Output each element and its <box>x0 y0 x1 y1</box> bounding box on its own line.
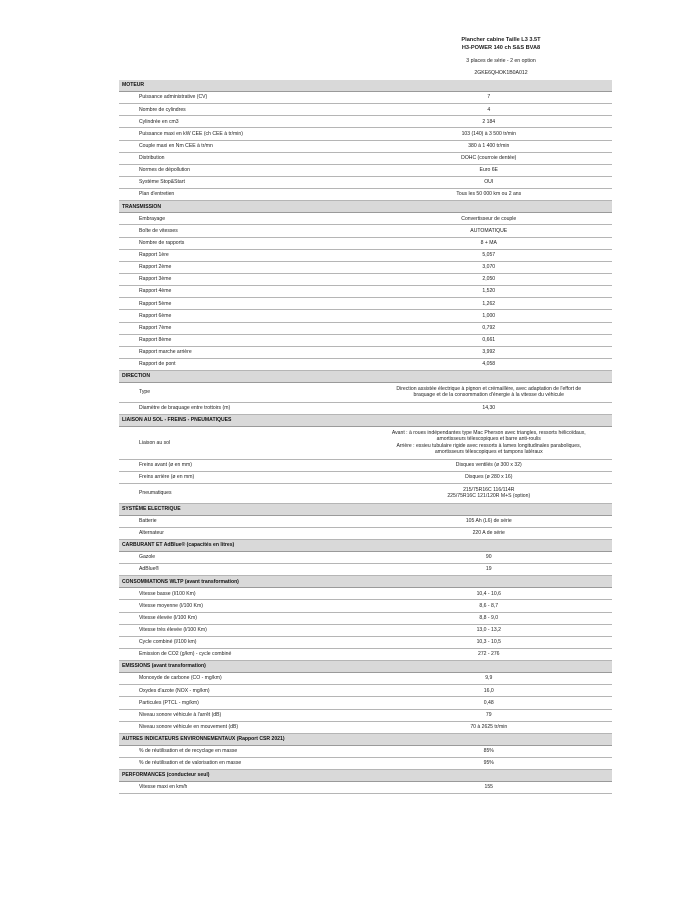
spec-label: Particules (PTCL - mg/km) <box>119 697 366 709</box>
spec-label: Nombre de cylindres <box>119 104 366 116</box>
spec-value-line: Arrière : essieu tubulaire rigide avec ressorts à lames longitudinales paraboliques, <box>396 442 582 449</box>
spec-label: Rapport 3ème <box>119 273 366 285</box>
section-header <box>119 733 612 745</box>
spec-value: 103 (140) à 3 500 tr/min <box>366 128 613 140</box>
spec-row <box>119 648 612 660</box>
spec-row <box>119 636 612 648</box>
spec-row <box>119 261 612 273</box>
spec-value: Tous les 50 000 km ou 2 ans <box>366 189 613 201</box>
spec-label: Niveau sonore véhicule à l'arrêt (dB) <box>119 709 366 721</box>
spec-row <box>119 213 612 225</box>
spec-row <box>119 697 612 709</box>
spec-row <box>119 128 612 140</box>
spec-row <box>119 358 612 370</box>
spec-row <box>119 685 612 697</box>
spec-row <box>119 612 612 624</box>
spec-row <box>119 483 612 503</box>
spec-value: Disques ventilés (ø 300 x 32) <box>366 459 613 471</box>
spec-value: 105 Ah (L6) de série <box>366 515 613 527</box>
spec-value: 3,992 <box>366 346 613 358</box>
spec-label: Emission de CO2 (g/km) - cycle combiné <box>119 648 366 660</box>
model-title-line-2: H3-POWER 140 ch S&S BVA8 <box>461 45 541 51</box>
spec-label: Distribution <box>119 152 366 164</box>
spec-value: 220 A de série <box>366 527 613 539</box>
spec-row <box>119 104 612 116</box>
section-header <box>119 576 612 588</box>
spec-value: 4 <box>366 104 613 116</box>
spec-value: Convertisseur de couple <box>366 213 613 225</box>
spec-row <box>119 249 612 261</box>
spec-value: 1,000 <box>366 310 613 322</box>
spec-row <box>119 427 612 460</box>
spec-row <box>119 624 612 636</box>
spec-value: 1,262 <box>366 298 613 310</box>
spec-label: Type <box>119 383 366 403</box>
spec-table <box>119 80 612 794</box>
spec-label: Pneumatiques <box>119 483 366 503</box>
spec-value: 3,070 <box>366 261 613 273</box>
spec-label: Rapport marche arrière <box>119 346 366 358</box>
spec-label: Système Stop&Start <box>119 176 366 188</box>
spec-label: Cycle combiné (l/100 km) <box>119 636 366 648</box>
version-code: 2GKE6QHOK1B0A012 <box>474 70 528 76</box>
spec-row <box>119 527 612 539</box>
spec-value: 4,058 <box>366 358 613 370</box>
spec-row <box>119 152 612 164</box>
section-header <box>119 415 612 427</box>
spec-row <box>119 164 612 176</box>
spec-value: 2 184 <box>366 116 613 128</box>
section-title: LIAISON AU SOL - FREINS - PNEUMATIQUES <box>119 415 612 427</box>
spec-label: Freins arrière (ø en mm) <box>119 471 366 483</box>
spec-row <box>119 459 612 471</box>
spec-value: 70 à 2625 tr/min <box>366 721 613 733</box>
spec-label: Diamètre de braquage entre trottoirs (m) <box>119 402 366 414</box>
spec-value: 14,30 <box>366 402 613 414</box>
spec-value: 0,792 <box>366 322 613 334</box>
section-header <box>119 661 612 673</box>
spec-label: Vitesse maxi en km/h <box>119 782 366 794</box>
spec-row <box>119 588 612 600</box>
section-header <box>119 770 612 782</box>
spec-row <box>119 757 612 769</box>
section-title: MOTEUR <box>119 80 612 92</box>
spec-label: Rapport 6ème <box>119 310 366 322</box>
spec-value-line: braquage et de la consommation d'énergie à la vitesse du véhicule <box>413 392 564 399</box>
spec-value: 380 à 1 400 tr/min <box>366 140 613 152</box>
section-title: CONSOMMATIONS WLTP (avant transformation) <box>119 576 612 588</box>
spec-value-line: amortisseurs télescopiques et barre anti-roulis <box>436 436 541 443</box>
spec-row <box>119 225 612 237</box>
section-header <box>119 539 612 551</box>
spec-row <box>119 515 612 527</box>
spec-value: 19 <box>366 564 613 576</box>
spec-label: Puissance maxi en kW CEE (ch CEE à tr/min) <box>119 128 366 140</box>
spec-value <box>366 383 613 403</box>
spec-value <box>366 427 613 460</box>
spec-value: 10,4 - 10,6 <box>366 588 613 600</box>
spec-value: 1,520 <box>366 286 613 298</box>
spec-value: 7 <box>366 92 613 104</box>
spec-row <box>119 402 612 414</box>
spec-value-line: Avant : à roues indépendantes type Mac Pherson avec triangles, ressorts hélicoïdaux, <box>391 430 586 437</box>
spec-row <box>119 322 612 334</box>
seats-info: 3 places de série - 2 en option <box>466 58 536 64</box>
spec-label: Couple maxi en Nm CEE à tr/mn <box>119 140 366 152</box>
spec-label: Rapport 4ème <box>119 286 366 298</box>
spec-label: Plan d'entretien <box>119 189 366 201</box>
spec-row <box>119 334 612 346</box>
spec-row <box>119 551 612 563</box>
spec-label: Niveau sonore véhicule en mouvement (dB) <box>119 721 366 733</box>
spec-value: 8,8 - 9,0 <box>366 612 613 624</box>
spec-row <box>119 116 612 128</box>
spec-label: Puissance administrative (CV) <box>119 92 366 104</box>
spec-row <box>119 176 612 188</box>
spec-label: Alternateur <box>119 527 366 539</box>
spec-label: AdBlue® <box>119 564 366 576</box>
spec-value: 13,0 - 13,2 <box>366 624 613 636</box>
spec-label: Gazole <box>119 551 366 563</box>
spec-value: Euro 6E <box>366 164 613 176</box>
spec-value: 272 - 276 <box>366 648 613 660</box>
spec-value: OUI <box>366 176 613 188</box>
spec-label: Liaison au sol <box>119 427 366 460</box>
spec-row <box>119 673 612 685</box>
spec-label: Rapport 8ème <box>119 334 366 346</box>
spec-table-body <box>119 80 612 794</box>
spec-row <box>119 189 612 201</box>
spec-value: AUTOMATIQUE <box>366 225 613 237</box>
spec-label: Normes de dépollution <box>119 164 366 176</box>
spec-row <box>119 564 612 576</box>
spec-value <box>366 483 613 503</box>
section-header <box>119 503 612 515</box>
spec-label: Vitesse moyenne (l/100 Km) <box>119 600 366 612</box>
spec-value: 5,057 <box>366 249 613 261</box>
spec-row <box>119 745 612 757</box>
spec-label: Vitesse très élevée (l/100 Km) <box>119 624 366 636</box>
spec-row <box>119 383 612 403</box>
spec-value-line: 225/75R16C 121/120R M+S (option) <box>447 493 531 500</box>
spec-value: Disques (ø 280 x 16) <box>366 471 613 483</box>
spec-label: % de réutilisation et de valorisation en masse <box>119 757 366 769</box>
spec-label: Rapport de pont <box>119 358 366 370</box>
section-title: AUTRES INDICATEURS ENVIRONNEMENTAUX (Rapport CSR 2021) <box>119 733 612 745</box>
spec-row <box>119 310 612 322</box>
spec-value: 85% <box>366 745 613 757</box>
spec-label: % de réutilisation et de recyclage en masse <box>119 745 366 757</box>
spec-label: Oxydes d'azote (NOX - mg/km) <box>119 685 366 697</box>
spec-label: Rapport 1ère <box>119 249 366 261</box>
spec-value: 2,050 <box>366 273 613 285</box>
section-header <box>119 201 612 213</box>
section-header <box>119 371 612 383</box>
spec-value: 155 <box>366 782 613 794</box>
spec-label: Monoxyde de carbone (CO - mg/km) <box>119 673 366 685</box>
spec-label: Rapport 5ème <box>119 298 366 310</box>
spec-value-line: 215/75R16C 116/114R <box>463 486 515 493</box>
spec-row <box>119 237 612 249</box>
spec-label: Vitesse élevée (l/100 Km) <box>119 612 366 624</box>
spec-value: 0,661 <box>366 334 613 346</box>
spec-row <box>119 721 612 733</box>
spec-row <box>119 298 612 310</box>
spec-value: 79 <box>366 709 613 721</box>
spec-value: DOHC (courroie dentée) <box>366 152 613 164</box>
spec-value: 10,3 - 10,5 <box>366 636 613 648</box>
spec-label: Boîte de vitesses <box>119 225 366 237</box>
spec-row <box>119 346 612 358</box>
spec-value: 8 + MA <box>366 237 613 249</box>
spec-label: Cylindrée en cm3 <box>119 116 366 128</box>
spec-value-line: Direction assistée électrique à pignon et crémaillère, avec adaptation de l'effort de <box>396 386 582 393</box>
spec-value: 16,0 <box>366 685 613 697</box>
spec-label: Freins avant (ø en mm) <box>119 459 366 471</box>
spec-label: Rapport 2ème <box>119 261 366 273</box>
section-title: CARBURANT ET AdBlue® (capacités en litres) <box>119 539 612 551</box>
spec-value: 95% <box>366 757 613 769</box>
spec-row <box>119 600 612 612</box>
spec-label: Rapport 7ème <box>119 322 366 334</box>
model-title <box>390 36 612 52</box>
section-title: SYSTÈME ELECTRIQUE <box>119 503 612 515</box>
section-header <box>119 80 612 92</box>
spec-value: 8,6 - 8,7 <box>366 600 613 612</box>
spec-value: 90 <box>366 551 613 563</box>
spec-value: 9,9 <box>366 673 613 685</box>
spec-row <box>119 286 612 298</box>
section-title: EMISSIONS (avant transformation) <box>119 661 612 673</box>
section-title: PERFORMANCES (conducteur seul) <box>119 770 612 782</box>
section-title: DIRECTION <box>119 371 612 383</box>
section-title: TRANSMISSION <box>119 201 612 213</box>
spec-label: Vitesse basse (l/100 Km) <box>119 588 366 600</box>
spec-row <box>119 709 612 721</box>
spec-row <box>119 471 612 483</box>
spec-value: 0,48 <box>366 697 613 709</box>
spec-row <box>119 92 612 104</box>
spec-row <box>119 140 612 152</box>
spec-row <box>119 273 612 285</box>
spec-label: Nombre de rapports <box>119 237 366 249</box>
spec-value-line: amortisseurs télescopiques et tampons latéraux <box>434 449 543 456</box>
spec-label: Embrayage <box>119 213 366 225</box>
model-title-line-1: Plancher cabine Taille L3 3.5T <box>461 37 541 43</box>
spec-row <box>119 782 612 794</box>
spec-label: Batterie <box>119 515 366 527</box>
